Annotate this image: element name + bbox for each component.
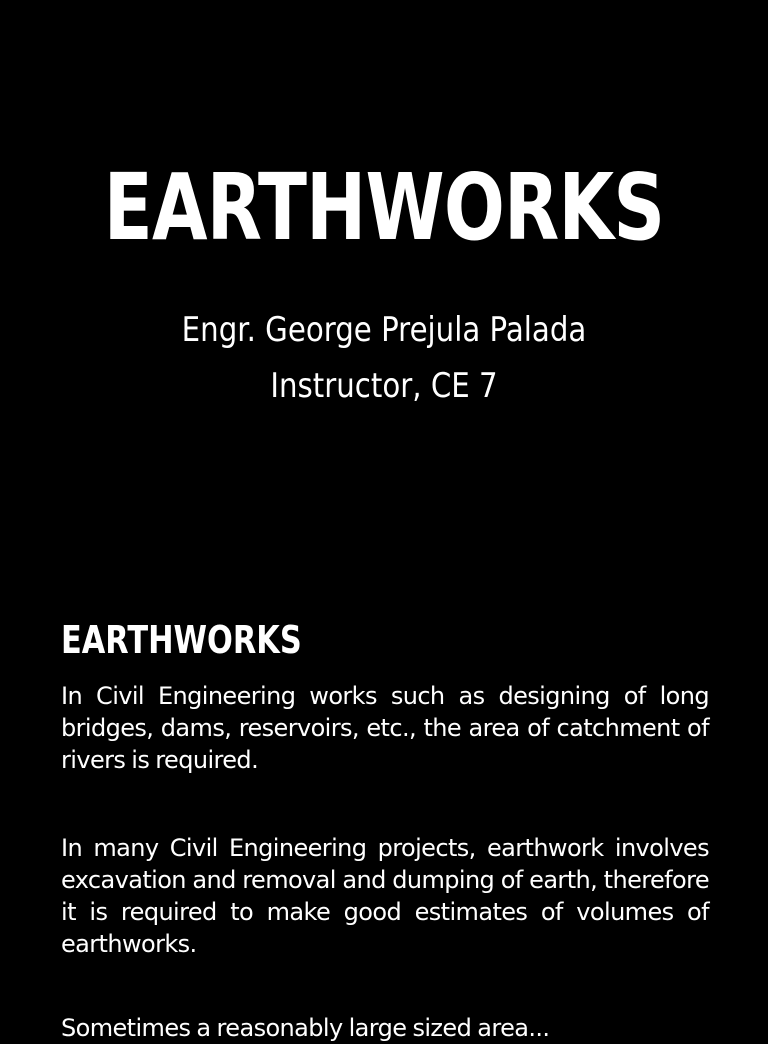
slide-title: EARTHWORKS bbox=[103, 154, 665, 261]
paragraph-catchment: In Civil Engineering works such as designing of long bridges, dams, reservoirs, etc., the area of catchment of rivers is required. bbox=[61, 682, 709, 774]
paragraph-earthwork-volumes: In many Civil Engineering projects, earthwork involves excavation and removal and dumping of earth, therefore it is required to make good estimates of volumes of earthworks. bbox=[61, 834, 709, 958]
paragraph-cutoff: Sometimes a reasonably large sized area... bbox=[61, 1014, 550, 1042]
author-name: Engr. George Prejula Palada bbox=[181, 310, 587, 350]
author-role: Instructor, CE 7 bbox=[270, 366, 498, 406]
content-slide bbox=[0, 560, 768, 1042]
section-heading: EARTHWORKS bbox=[61, 618, 302, 662]
